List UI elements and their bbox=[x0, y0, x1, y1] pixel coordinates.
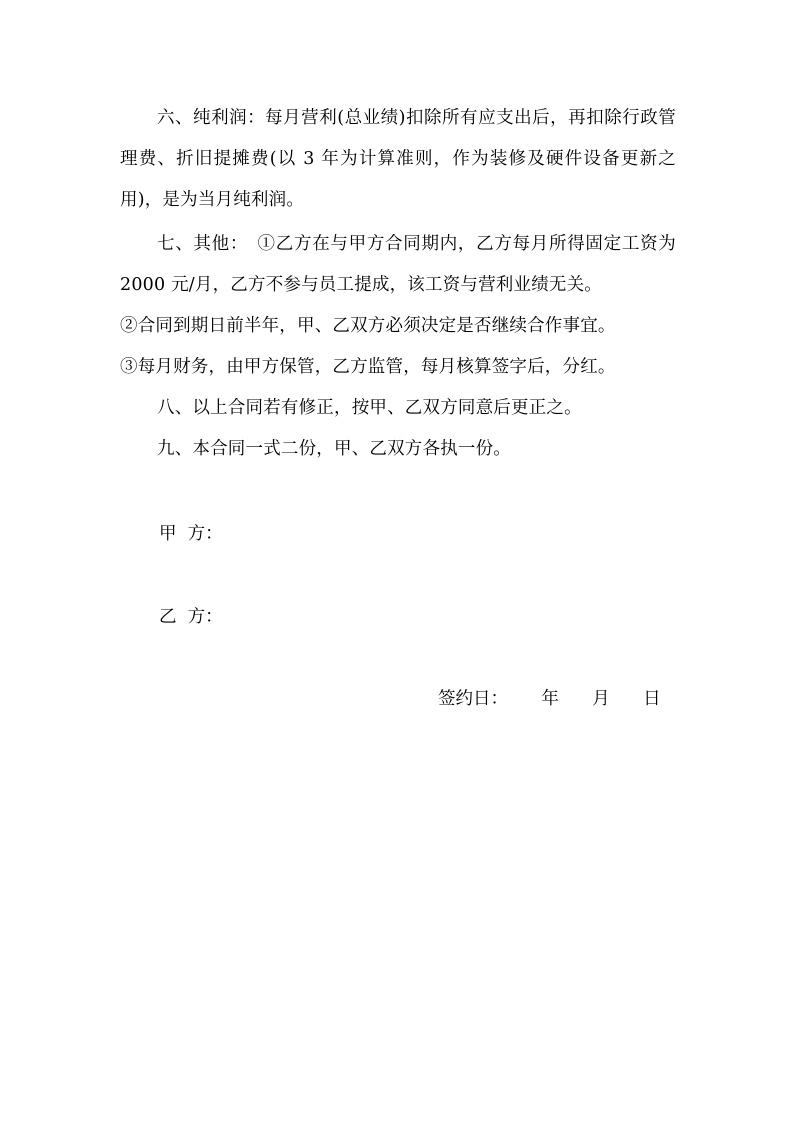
party-a-signature-label: 甲 方： bbox=[159, 524, 223, 544]
party-b-signature-label: 乙 方： bbox=[159, 607, 223, 627]
clause-9-copies: 九、本合同一式二份，甲、乙双方各执一份。 bbox=[157, 439, 511, 459]
clause-7-item-2: ②合同到期日前半年，甲、乙双方必须决定是否继续合作事宜。 bbox=[120, 316, 616, 336]
clause-7-other-intro: 七、其他： ①乙方在与甲方合同期内，乙方每月所得固定工资为 2000 元/月，乙方不参与员工提成，该工资与营利业绩无关。 bbox=[120, 234, 676, 295]
clause-8-amendments: 八、以上合同若有修正，按甲、乙双方同意后更正之。 bbox=[157, 398, 582, 418]
clause-6-net-profit: 六、纯利润：每月营利(总业绩)扣除所有应支出后，再扣除行政管理费、折旧提摊费(以 3 年为计算准则，作为装修及硬件设备更新之用)，是为当月纯利润。 bbox=[120, 108, 676, 210]
clause-7-item-3: ③每月财务，由甲方保管，乙方监管，每月核算签字后，分红。 bbox=[120, 357, 616, 377]
sign-date-line: 签约日： 年 月 日 bbox=[438, 689, 661, 709]
